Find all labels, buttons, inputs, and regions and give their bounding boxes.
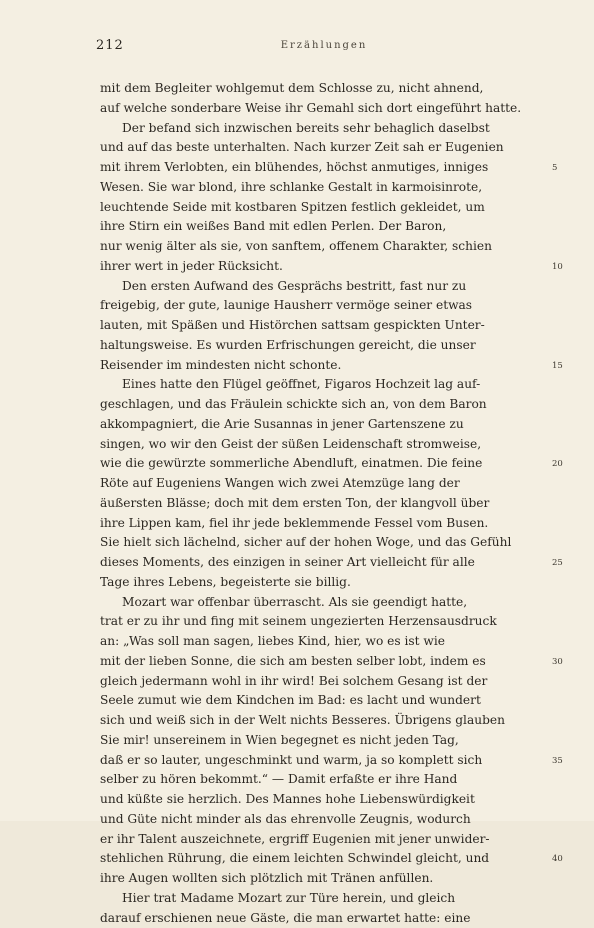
text-line: Wesen. Sie war blond, ihre schlanke Gestalt in karmoisinrote, xyxy=(100,178,532,198)
text-line: Sie mir! unsereinem in Wien begegnet es nicht jeden Tag, xyxy=(100,731,532,751)
text-line: stehlichen Rührung, die einem leichten Schwindel gleicht, und xyxy=(100,849,532,869)
margin-line-number: 25 xyxy=(552,558,563,568)
text-line: an: „Was soll man sagen, liebes Kind, hier, wo es ist wie xyxy=(100,632,532,652)
text-line: äußersten Blässe; doch mit dem ersten Ton, der klangvoll über xyxy=(100,494,532,514)
text-line: akkompagniert, die Arie Susannas in jener Gartenszene zu xyxy=(100,415,532,435)
text-line: Tage ihres Lebens, begeisterte sie billig. xyxy=(100,573,532,593)
text-line: er ihr Talent auszeichnete, ergriff Eugenien mit jener unwider- xyxy=(100,830,532,850)
margin-line-number: 10 xyxy=(552,262,563,272)
text-line: lauten, mit Späßen und Histörchen sattsam gespickten Unter- xyxy=(100,316,532,336)
text-line: wie die gewürzte sommerliche Abendluft, einatmen. Die feine xyxy=(100,454,532,474)
body-text xyxy=(100,79,532,928)
text-line: mit der lieben Sonne, die sich am besten selber lobt, indem es xyxy=(100,652,532,672)
text-line: selber zu hören bekommt.“ — Damit erfaßte er ihre Hand xyxy=(100,770,532,790)
text-line: Den ersten Aufwand des Gesprächs bestritt, fast nur zu xyxy=(100,277,532,297)
text-line: Eines hatte den Flügel geöffnet, Figaros Hochzeit lag auf- xyxy=(100,375,532,395)
text-line: und Güte nicht minder als das ehrenvolle Zeugnis, wodurch xyxy=(100,810,532,830)
text-line: ihre Augen wollten sich plötzlich mit Tränen anfüllen. xyxy=(100,869,532,889)
text-line: trat er zu ihr und fing mit seinem ungezierten Herzensausdruck xyxy=(100,612,532,632)
text-line: haltungsweise. Es wurden Erfrischungen gereicht, die unser xyxy=(100,336,532,356)
running-head: Erzählungen xyxy=(84,40,564,51)
text-line: singen, wo wir den Geist der süßen Leidenschaft stromweise, xyxy=(100,435,532,455)
text-line: mit ihrem Verlobten, ein blühendes, höchst anmutiges, inniges xyxy=(100,158,532,178)
text-line: Hier trat Madame Mozart zur Türe herein, und gleich xyxy=(100,889,532,909)
text-line: ihrer wert in jeder Rücksicht. xyxy=(100,257,532,277)
text-line: leuchtende Seide mit kostbaren Spitzen festlich gekleidet, um xyxy=(100,198,532,218)
margin-line-number: 30 xyxy=(552,657,563,667)
text-line: Seele zumut wie dem Kindchen im Bad: es lacht und wundert xyxy=(100,691,532,711)
text-line: freigebig, der gute, launige Hausherr vermöge seiner etwas xyxy=(100,296,532,316)
margin-line-number: 5 xyxy=(552,163,557,173)
text-line: Sie hielt sich lächelnd, sicher auf der hohen Woge, und das Gefühl xyxy=(100,533,532,553)
text-line: gleich jedermann wohl in ihr wird! Bei solchem Gesang ist der xyxy=(100,672,532,692)
text-line: Mozart war offenbar überrascht. Als sie geendigt hatte, xyxy=(100,593,532,613)
margin-line-number: 20 xyxy=(552,459,563,469)
text-line: Röte auf Eugeniens Wangen wich zwei Atemzüge lang der xyxy=(100,474,532,494)
text-line: auf welche sonderbare Weise ihr Gemahl sich dort eingeführt hatte. xyxy=(100,99,532,119)
margin-line-number: 40 xyxy=(552,854,563,864)
text-line: ihre Stirn ein weißes Band mit edlen Perlen. Der Baron, xyxy=(100,217,532,237)
text-line: und küßte sie herzlich. Des Mannes hohe Liebenswürdigkeit xyxy=(100,790,532,810)
text-line: nur wenig älter als sie, von sanftem, offenem Charakter, schien xyxy=(100,237,532,257)
text-line: darauf erschienen neue Gäste, die man erwartet hatte: eine xyxy=(100,909,532,928)
page-number: 212 xyxy=(96,38,124,53)
text-line: daß er so lauter, ungeschminkt und warm, ja so komplett sich xyxy=(100,751,532,771)
text-line: mit dem Begleiter wohlgemut dem Schlosse zu, nicht ahnend, xyxy=(100,79,532,99)
margin-line-number: 35 xyxy=(552,756,563,766)
text-line: ihre Lippen kam, fiel ihr jede beklemmende Fessel vom Busen. xyxy=(100,514,532,534)
text-line: geschlagen, und das Fräulein schickte sich an, von dem Baron xyxy=(100,395,532,415)
text-line: dieses Moments, des einzigen in seiner Art vielleicht für alle xyxy=(100,553,532,573)
margin-line-number: 15 xyxy=(552,361,563,371)
page-header xyxy=(84,38,564,58)
text-line: sich und weiß sich in der Welt nichts Besseres. Übrigens glauben xyxy=(100,711,532,731)
text-line: und auf das beste unterhalten. Nach kurzer Zeit sah er Eugenien xyxy=(100,138,532,158)
text-line: Der befand sich inzwischen bereits sehr behaglich daselbst xyxy=(100,119,532,139)
text-line: Reisender im mindesten nicht schonte. xyxy=(100,356,532,376)
